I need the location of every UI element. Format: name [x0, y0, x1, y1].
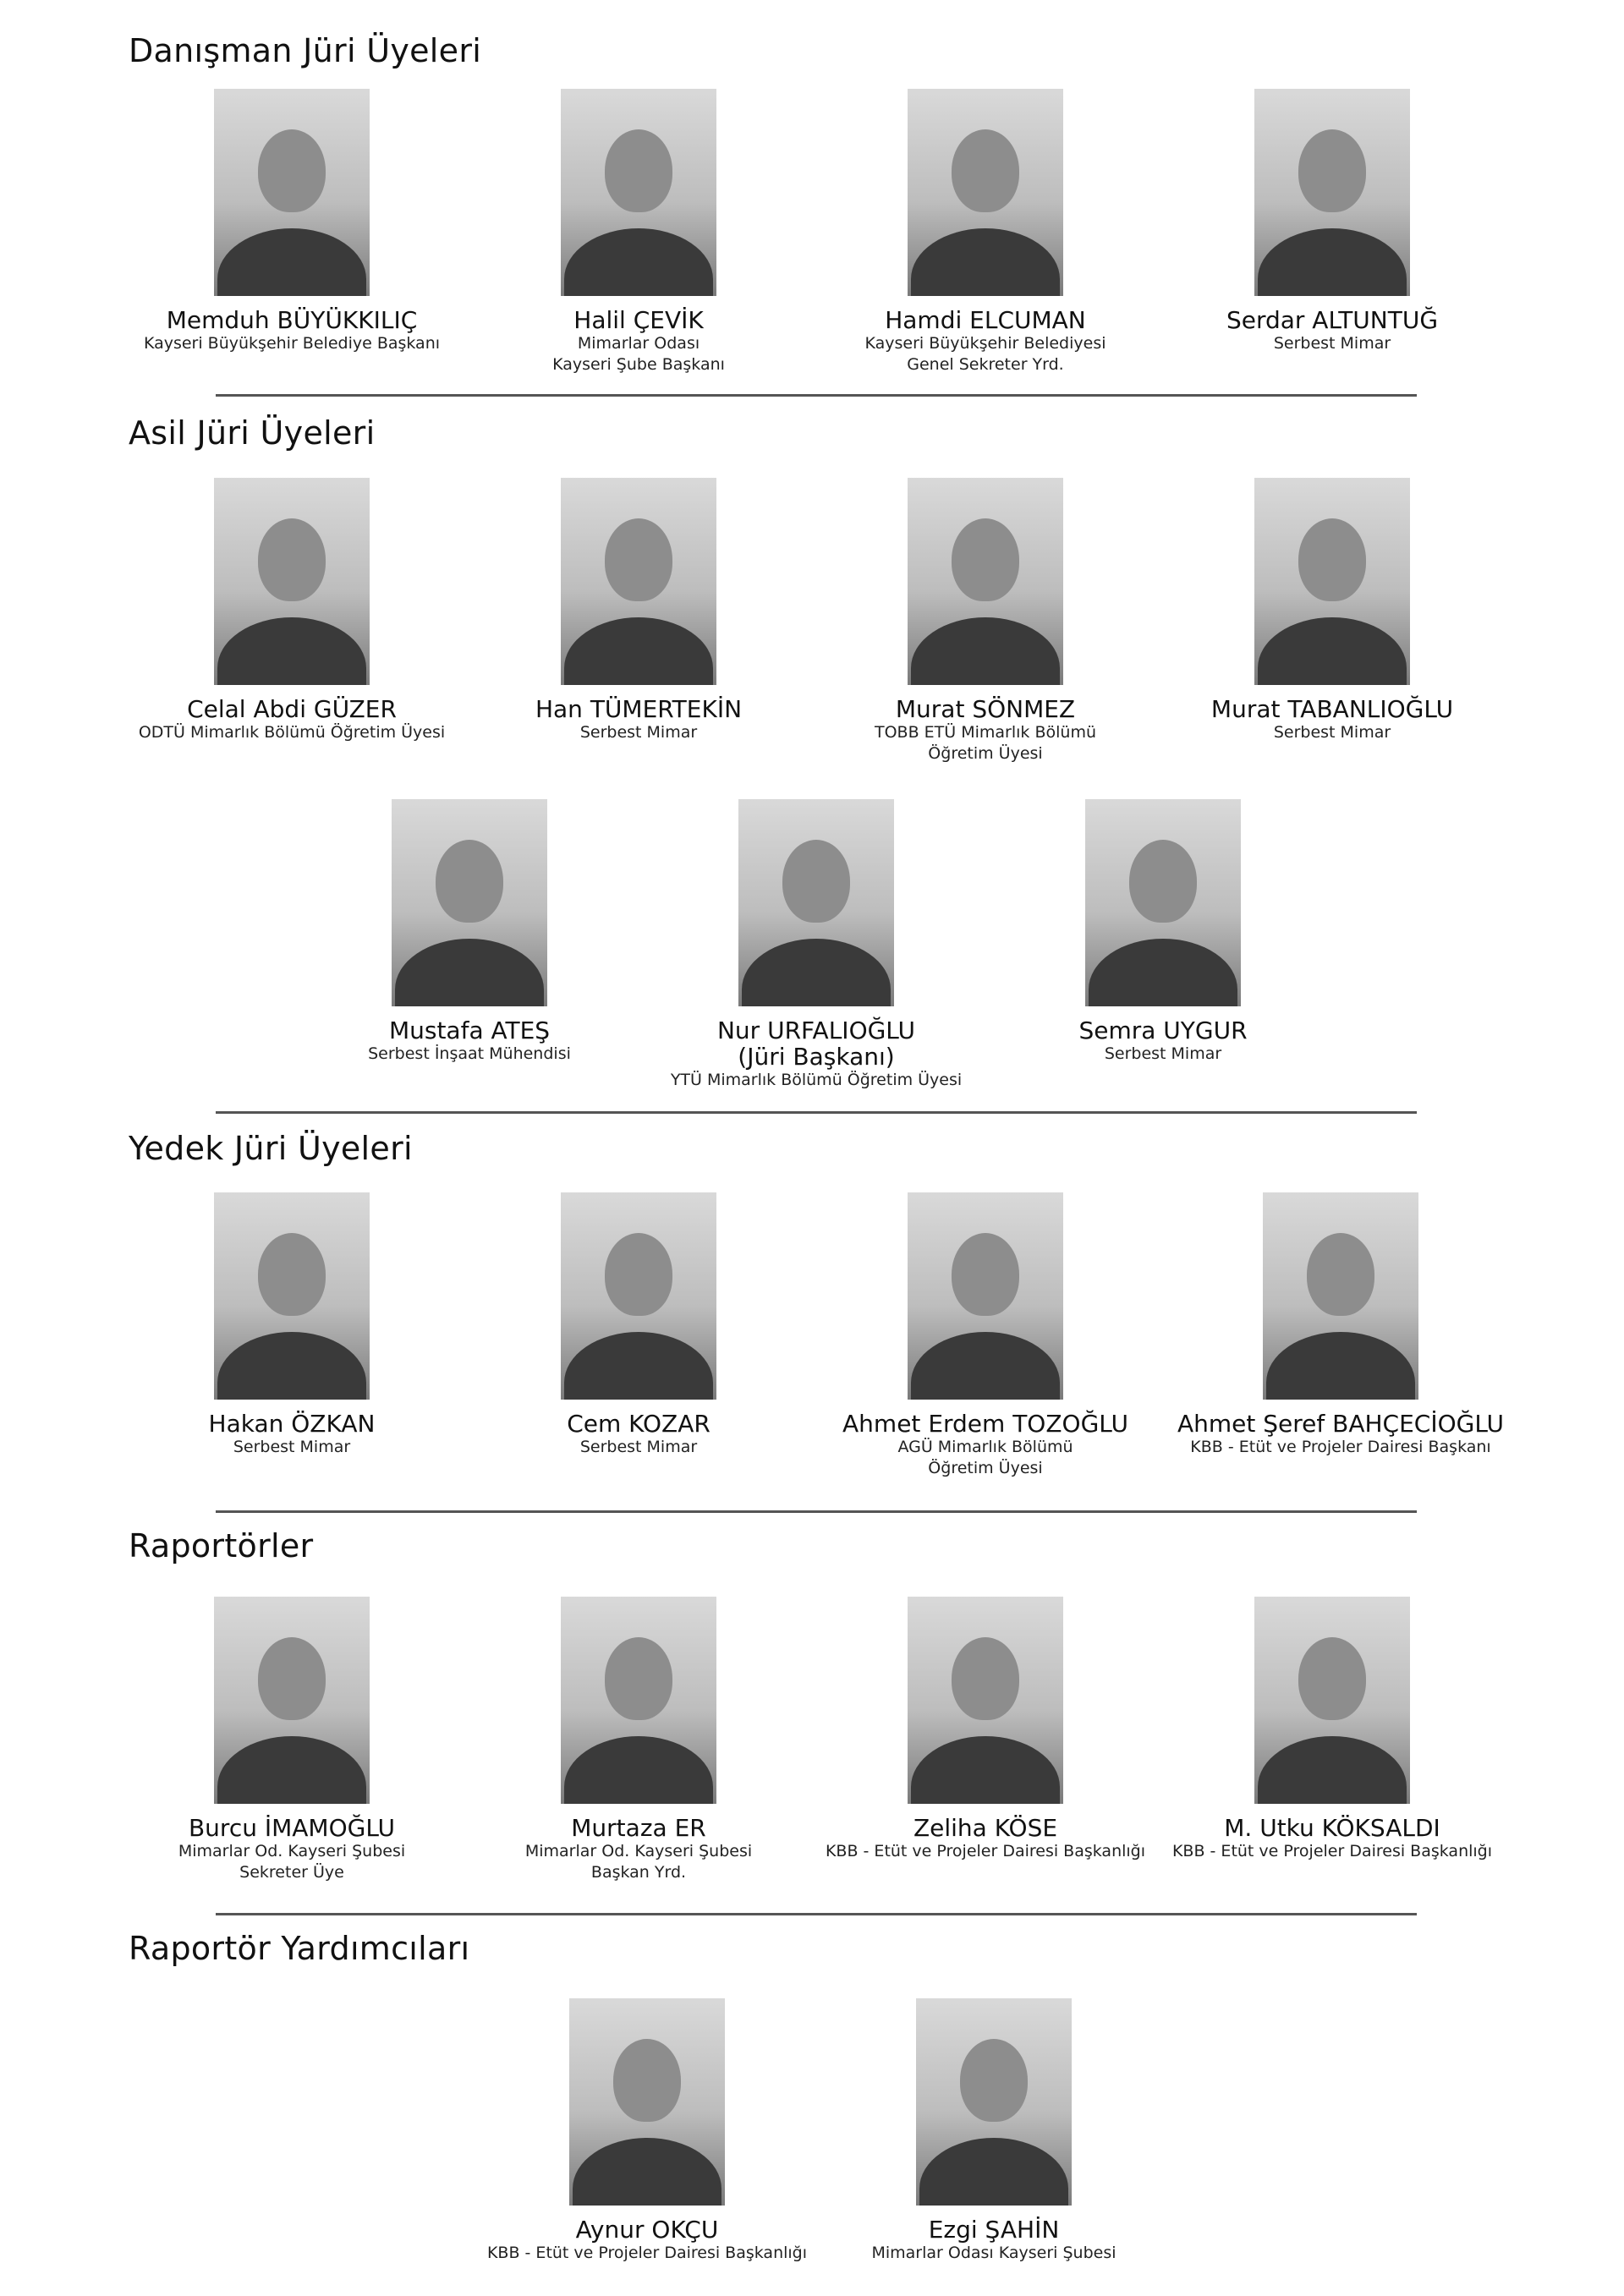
member-name: Mustafa ATEŞ [388, 1016, 551, 1044]
jury-member-card [985, 799, 1341, 1065]
jury-member-card [461, 478, 816, 743]
jury-member-card [1155, 478, 1510, 743]
jury-member-card [639, 799, 994, 1091]
member-photo [392, 799, 547, 1006]
member-role: Serbest Mimar [1273, 334, 1391, 353]
member-role: Mimarlar Od. Kayseri Şubesi [524, 1842, 753, 1860]
member-photo [1254, 89, 1410, 296]
jury-member-card [292, 799, 647, 1065]
jury-member-card [808, 1597, 1163, 1862]
jury-member-card [114, 89, 469, 354]
member-role: KBB - Etüt ve Projeler Dairesi Başkanlığı [486, 2244, 808, 2262]
member-role: ODTÜ Mimarlık Bölümü Öğretim Üyesi [138, 723, 446, 742]
section-title-asil: Asil Jüri Üyeleri [129, 414, 376, 452]
jury-member-card [461, 1192, 816, 1458]
member-role: AGÜ Mimarlık Bölümü [897, 1438, 1073, 1456]
member-name: Murtaza ER [571, 1814, 706, 1842]
member-role: Kayseri Büyükşehir Belediye Başkanı [143, 334, 441, 353]
member-role: Öğretim Üyesi [928, 744, 1043, 763]
member-name: Murat TABANLIOĞLU [1210, 695, 1454, 723]
jury-member-card [1155, 89, 1510, 354]
member-photo [908, 89, 1063, 296]
jury-member-card [461, 89, 816, 375]
jury-member-card [808, 89, 1163, 375]
member-role: Serbest Mimar [579, 723, 698, 742]
member-role: KBB - Etüt ve Projeler Dairesi Başkanı [1190, 1438, 1491, 1456]
member-name: M. Utku KÖKSALDI [1224, 1814, 1440, 1842]
jury-member-card [114, 1597, 469, 1883]
member-name: Murat SÖNMEZ [895, 695, 1076, 723]
member-name: Zeliha KÖSE [913, 1814, 1058, 1842]
jury-member-card [461, 1597, 816, 1883]
member-role: KBB - Etüt ve Projeler Dairesi Başkanlığı [825, 1842, 1146, 1860]
member-role: Serbest Mimar [1273, 723, 1391, 742]
section-title-raportorler: Raportörler [129, 1527, 314, 1564]
member-role: Serbest Mimar [1104, 1044, 1222, 1063]
member-photo [1254, 478, 1410, 685]
member-role: Başkan Yrd. [590, 1863, 687, 1882]
jury-member-card [114, 478, 469, 743]
member-name: Halil ÇEVİK [573, 306, 704, 334]
member-photo [214, 1192, 370, 1400]
section-title-yedek: Yedek Jüri Üyeleri [129, 1130, 413, 1167]
member-photo [1263, 1192, 1418, 1400]
member-photo [908, 1192, 1063, 1400]
member-title: (Jüri Başkanı) [738, 1043, 895, 1071]
section-title-yardimcilar: Raportör Yardımcıları [129, 1930, 470, 1967]
member-role: Serbest İnşaat Mühendisi [368, 1044, 571, 1063]
member-role: TOBB ETÜ Mimarlık Bölümü [875, 723, 1096, 742]
section-title-danisman: Danışman Jüri Üyeleri [129, 32, 482, 69]
jury-member-card [1155, 1597, 1510, 1862]
member-role: Serbest Mimar [233, 1438, 351, 1456]
jury-member-card [1163, 1192, 1518, 1458]
member-photo [1085, 799, 1241, 1006]
member-photo [214, 478, 370, 685]
member-name: Serdar ALTUNTUĞ [1226, 306, 1439, 334]
member-role: Kayseri Büyükşehir Belediyesi [864, 334, 1106, 353]
member-name: Burcu İMAMOĞLU [188, 1814, 396, 1842]
member-name: Hakan ÖZKAN [208, 1410, 376, 1438]
member-photo [738, 799, 894, 1006]
member-photo [1254, 1597, 1410, 1804]
member-role: KBB - Etüt ve Projeler Dairesi Başkanlığı [1171, 1842, 1493, 1860]
member-photo [908, 1597, 1063, 1804]
section-divider [216, 1913, 1417, 1915]
member-photo [561, 1192, 716, 1400]
member-photo [561, 1597, 716, 1804]
member-name: Aynur OKÇU [575, 2216, 719, 2244]
member-photo [569, 1998, 725, 2206]
member-role: Mimarlar Odası [577, 334, 700, 353]
member-name: Memduh BÜYÜKKILIÇ [166, 306, 418, 334]
member-name: Nur URFALIOĞLU [716, 1016, 916, 1044]
member-photo [561, 89, 716, 296]
member-role: Sekreter Üye [239, 1863, 344, 1882]
member-photo [908, 478, 1063, 685]
member-role: YTÜ Mimarlık Bölümü Öğretim Üyesi [670, 1071, 963, 1089]
section-divider [216, 1111, 1417, 1114]
member-role: Serbest Mimar [579, 1438, 698, 1456]
member-name: Han TÜMERTEKİN [535, 695, 743, 723]
member-photo [916, 1998, 1072, 2206]
member-role: Genel Sekreter Yrd. [907, 355, 1064, 374]
jury-member-card [816, 1998, 1171, 2264]
member-name: Ahmet Erdem TOZOĞLU [842, 1410, 1128, 1438]
member-name: Cem KOZAR [567, 1410, 710, 1438]
jury-member-card [808, 1192, 1163, 1479]
member-name: Celal Abdi GÜZER [187, 695, 397, 723]
member-role: Öğretim Üyesi [928, 1459, 1043, 1477]
member-name: Hamdi ELCUMAN [885, 306, 1086, 334]
member-role: Mimarlar Od. Kayseri Şubesi [178, 1842, 406, 1860]
member-photo [561, 478, 716, 685]
jury-member-card [114, 1192, 469, 1458]
section-divider [216, 1510, 1417, 1513]
member-role: Mimarlar Odası Kayseri Şubesi [871, 2244, 1116, 2262]
jury-member-card [469, 1998, 825, 2264]
member-photo [214, 89, 370, 296]
member-name: Semra UYGUR [1078, 1016, 1248, 1044]
jury-member-card [808, 478, 1163, 764]
member-name: Ezgi ŞAHİN [928, 2216, 1060, 2244]
member-photo [214, 1597, 370, 1804]
member-role: Kayseri Şube Başkanı [552, 355, 725, 374]
section-divider [216, 394, 1417, 397]
member-name: Ahmet Şeref BAHÇECİOĞLU [1177, 1410, 1505, 1438]
